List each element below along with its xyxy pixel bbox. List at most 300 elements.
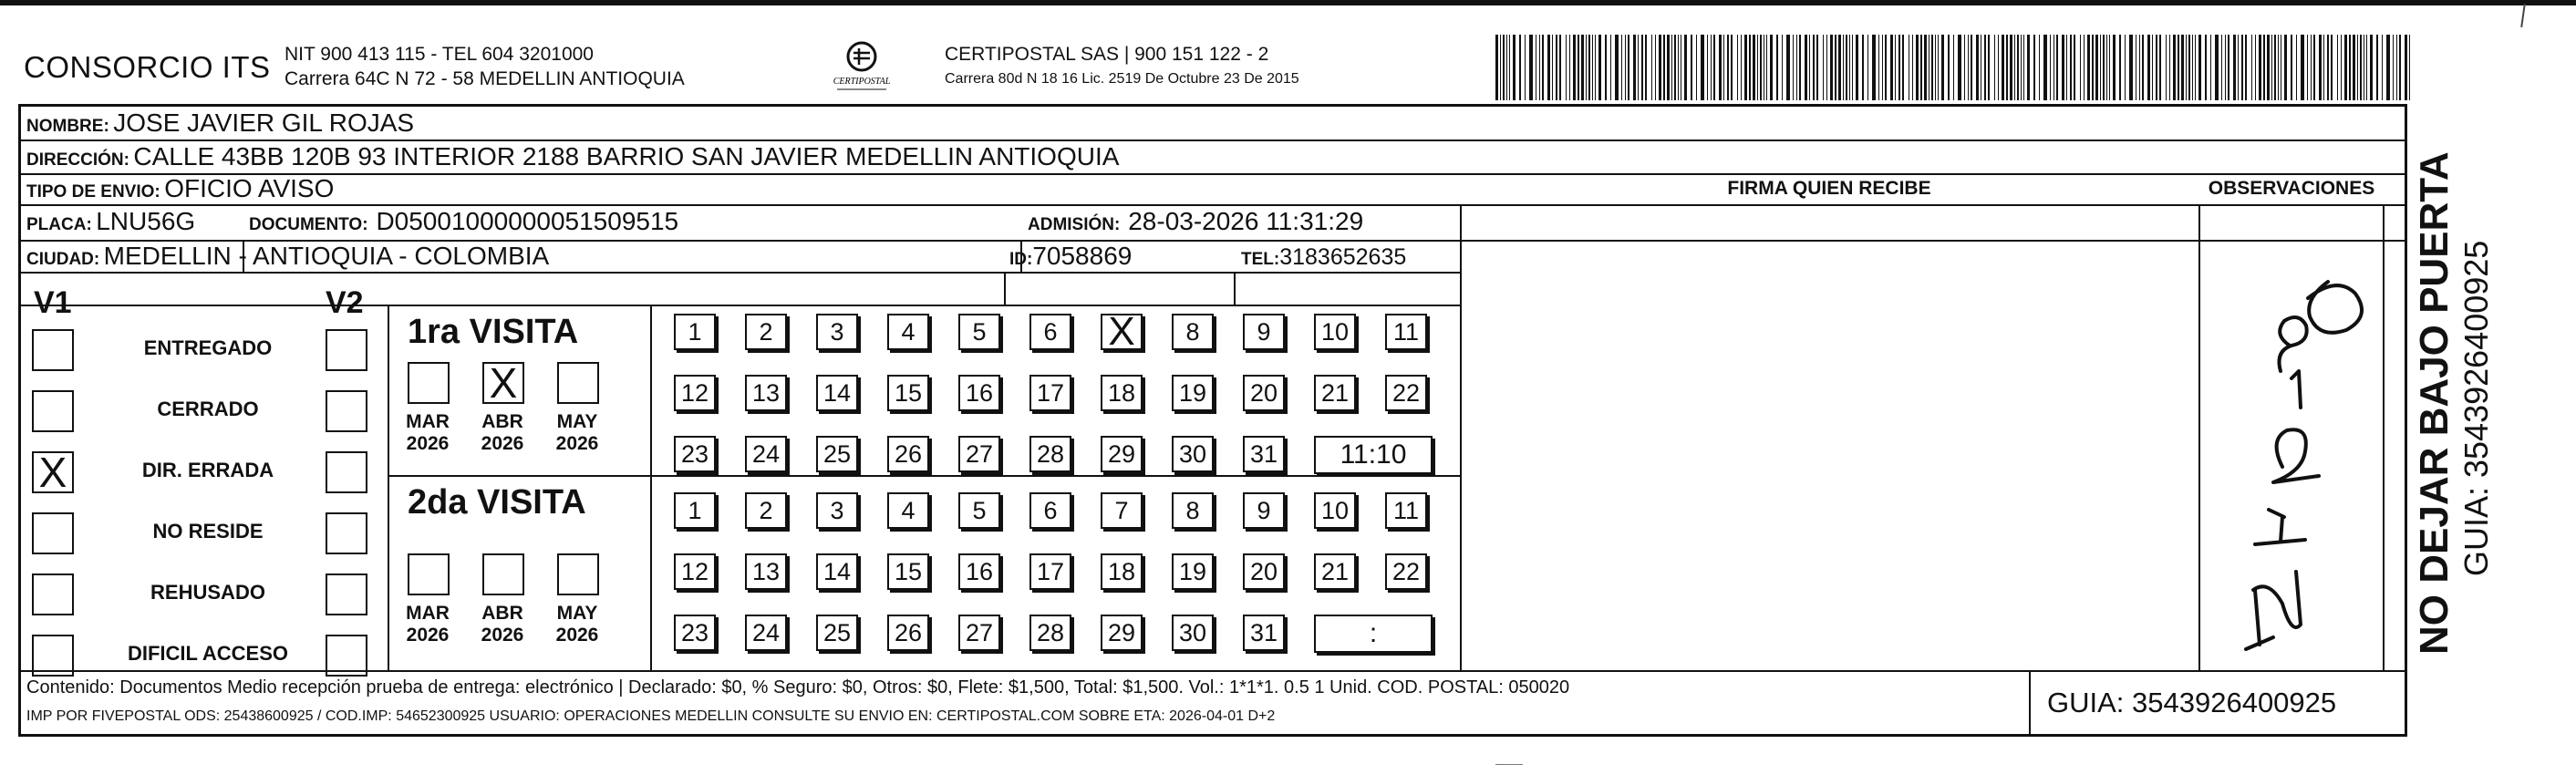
day-box[interactable] xyxy=(745,553,787,590)
month-year: 2026 xyxy=(555,625,599,646)
barcode-bar xyxy=(2103,35,2105,100)
barcode-bar xyxy=(2344,35,2347,100)
barcode-bar xyxy=(1867,35,1868,100)
barcode-bar xyxy=(2386,35,2390,100)
month-label xyxy=(550,411,605,455)
day-box[interactable] xyxy=(1101,436,1143,472)
day-box[interactable] xyxy=(816,314,858,350)
admission-label: ADMISIÓN: xyxy=(1028,215,1121,234)
month-year: 2026 xyxy=(481,625,524,646)
day-box[interactable] xyxy=(1385,375,1427,411)
barcode-bar xyxy=(2296,35,2297,100)
barcode-bar xyxy=(2178,35,2179,100)
barcode-bar xyxy=(1678,35,1679,100)
day-box[interactable] xyxy=(816,615,858,651)
barcode-bar xyxy=(1924,35,1927,100)
month-name: MAR xyxy=(406,603,450,624)
barcode-bar xyxy=(1503,35,1505,100)
barcode-bar xyxy=(2014,35,2015,100)
day-box[interactable] xyxy=(745,314,787,350)
barcode-bar xyxy=(1633,35,1636,100)
barcode-bar xyxy=(2245,35,2247,100)
barcode-bar xyxy=(2382,35,2383,100)
day-box[interactable] xyxy=(1243,615,1285,651)
barcode-bar xyxy=(1707,35,1708,100)
day-number: 20 xyxy=(1249,378,1278,407)
barcode-bar xyxy=(2119,35,2121,100)
check-mark-icon: X xyxy=(1108,309,1135,354)
day-box[interactable] xyxy=(1314,492,1356,529)
plate-label: PLACA: xyxy=(26,215,92,234)
barcode-bar xyxy=(2169,35,2170,100)
day-number: 21 xyxy=(1320,557,1350,585)
day-box[interactable] xyxy=(1314,553,1356,590)
col-divider xyxy=(2198,204,2200,670)
day-number: 17 xyxy=(1036,378,1065,407)
v2-checkbox[interactable] xyxy=(326,451,367,493)
day-number: 3 xyxy=(830,496,844,524)
day-box[interactable] xyxy=(1029,436,1071,472)
day-number: 2 xyxy=(759,317,773,346)
day-number: 3 xyxy=(830,317,844,346)
day-box[interactable] xyxy=(1314,375,1356,411)
day-number: 15 xyxy=(894,557,923,585)
row-divider xyxy=(21,173,2405,175)
barcode-bar xyxy=(2188,35,2190,100)
v1-header: V1 xyxy=(34,285,72,320)
barcode-bar xyxy=(1581,35,1584,100)
barcode-bar xyxy=(1625,35,1626,100)
day-number: 22 xyxy=(1391,378,1421,407)
v2-checkbox[interactable] xyxy=(326,574,367,615)
day-box[interactable] xyxy=(1029,553,1071,590)
barcode-bar xyxy=(1941,35,1944,100)
barcode-bar xyxy=(1830,35,1833,100)
barcode-bar xyxy=(2360,35,2362,100)
day-box[interactable] xyxy=(745,492,787,529)
city-field xyxy=(26,242,549,271)
barcode-bar xyxy=(2192,35,2193,100)
day-box[interactable] xyxy=(958,375,1000,411)
barcode-bar xyxy=(1852,35,1853,100)
month-label xyxy=(400,411,455,455)
barcode-bar xyxy=(2181,35,2184,100)
day-number: 28 xyxy=(1036,618,1065,646)
logo-text: CERTIPOSTAL xyxy=(833,77,891,87)
barcode-bar xyxy=(2043,35,2047,100)
barcode-bar xyxy=(2195,35,2196,100)
day-box[interactable] xyxy=(1243,375,1285,411)
tel-label: TEL: xyxy=(1241,250,1280,269)
day-number: 28 xyxy=(1036,439,1065,468)
month-checkbox[interactable] xyxy=(408,362,450,404)
barcode-bar xyxy=(1935,35,1936,100)
day-number: 11 xyxy=(1392,317,1420,346)
barcode-bar xyxy=(1539,35,1540,100)
check-mark-icon: X xyxy=(38,449,67,496)
barcode-bar xyxy=(1976,35,1979,100)
day-number: 13 xyxy=(751,557,781,585)
barcode-bar xyxy=(1838,35,1841,100)
barcode-bar xyxy=(2010,35,2012,100)
tel-field xyxy=(1241,244,1406,271)
barcode-bar xyxy=(1862,35,1864,100)
barcode-bar xyxy=(2080,35,2081,100)
barcode-bar xyxy=(2147,35,2150,100)
barcode-bar xyxy=(1696,35,1697,100)
barcode-bar xyxy=(1799,35,1801,100)
barcode-bar xyxy=(1823,35,1824,100)
v2-checkbox[interactable] xyxy=(326,390,367,432)
visit-time[interactable]: 11:10 xyxy=(1314,436,1433,474)
barcode-bar xyxy=(2323,35,2324,100)
day-number: 25 xyxy=(822,618,852,646)
month-name: MAY xyxy=(556,411,598,432)
day-box[interactable] xyxy=(1172,492,1214,529)
day-number: 27 xyxy=(965,439,994,468)
day-box[interactable] xyxy=(1029,375,1071,411)
col-divider xyxy=(388,305,389,670)
v1-checkbox[interactable] xyxy=(32,512,74,554)
barcode-bar xyxy=(2241,35,2243,100)
barcode-bar xyxy=(2327,35,2329,100)
day-box[interactable] xyxy=(674,553,716,590)
margin-mark xyxy=(2520,4,2526,27)
month-year: 2026 xyxy=(481,433,524,454)
certipostal-logo xyxy=(821,36,903,100)
scan-mark xyxy=(1495,764,1523,765)
day-box[interactable] xyxy=(674,492,716,529)
day-box[interactable] xyxy=(1243,492,1285,529)
month-year: 2026 xyxy=(406,625,450,646)
barcode-bar xyxy=(1786,35,1790,100)
day-number: 26 xyxy=(894,439,923,468)
day-box[interactable] xyxy=(1243,436,1285,472)
month-name: MAR xyxy=(406,411,450,432)
barcode-bar xyxy=(1506,35,1507,100)
day-box[interactable] xyxy=(958,436,1000,472)
day-number: 7 xyxy=(1114,496,1129,524)
city-value: MEDELLIN - ANTIOQUIA - COLOMBIA xyxy=(103,242,550,270)
day-box[interactable] xyxy=(1029,314,1071,350)
col-divider xyxy=(1004,272,1006,305)
top-border xyxy=(0,0,2576,5)
barcode-bar xyxy=(2039,35,2040,100)
barcode-bar xyxy=(1931,35,1933,100)
day-number: 17 xyxy=(1036,557,1065,585)
city-label: CIUDAD: xyxy=(26,250,100,269)
barcode-bar xyxy=(1882,35,1883,100)
day-box[interactable] xyxy=(816,553,858,590)
barcode-bar xyxy=(2198,35,2201,100)
barcode-bar xyxy=(1529,35,1533,100)
month-checkbox[interactable] xyxy=(408,553,450,595)
day-box[interactable] xyxy=(1101,492,1143,529)
barcode-bar xyxy=(1964,35,1965,100)
barcode-bar xyxy=(2021,35,2022,100)
day-box[interactable] xyxy=(1029,492,1071,529)
barcode-bar xyxy=(1737,35,1738,100)
day-box[interactable] xyxy=(1172,615,1214,651)
barcode-bar xyxy=(1674,35,1676,100)
barcode-bar xyxy=(2271,35,2272,100)
day-number: 4 xyxy=(901,317,916,346)
day-box[interactable] xyxy=(1101,375,1143,411)
barcode-bar xyxy=(1566,35,1567,100)
day-box[interactable] xyxy=(887,375,929,411)
day-box[interactable] xyxy=(674,314,716,350)
barcode-bar xyxy=(2267,35,2270,100)
day-box[interactable] xyxy=(816,492,858,529)
shipping-type-row xyxy=(26,174,334,203)
barcode-bar xyxy=(2027,35,2030,100)
side-guia: GUIA: 3543926400925 xyxy=(2457,240,2495,576)
v1-checkbox[interactable] xyxy=(32,635,74,677)
barcode-bar xyxy=(1878,35,1879,100)
day-box[interactable] xyxy=(745,375,787,411)
barcode-bar xyxy=(2159,35,2161,100)
barcode-bar xyxy=(1605,35,1607,100)
barcode-bar xyxy=(2349,35,2351,100)
barcode-bar xyxy=(2074,35,2075,100)
barcode-bar xyxy=(1826,35,1827,100)
barcode-bar xyxy=(2092,35,2094,100)
day-number: 5 xyxy=(972,496,987,524)
month-checkbox[interactable] xyxy=(557,362,599,404)
barcode-bar xyxy=(1816,35,1818,100)
month-label xyxy=(550,603,605,646)
day-box[interactable] xyxy=(816,436,858,472)
guia-number: GUIA: 3543926400925 xyxy=(2047,687,2337,718)
v1-checkbox[interactable] xyxy=(32,329,74,371)
v1-checkbox[interactable] xyxy=(32,574,74,615)
col-divider xyxy=(1460,204,1462,670)
day-box[interactable] xyxy=(1243,314,1285,350)
carrier-info xyxy=(945,42,1299,91)
day-box[interactable] xyxy=(674,436,716,472)
barcode-bar xyxy=(1760,35,1762,100)
day-box[interactable] xyxy=(674,615,716,651)
name-label: NOMBRE: xyxy=(26,117,109,136)
day-number: 12 xyxy=(680,557,709,585)
barcode-bar xyxy=(2259,35,2261,100)
day-box[interactable] xyxy=(887,492,929,529)
day-box[interactable] xyxy=(1172,436,1214,472)
day-number: 13 xyxy=(751,378,781,407)
day-box[interactable] xyxy=(674,375,716,411)
day-box[interactable] xyxy=(1172,375,1214,411)
barcode-bar xyxy=(2238,35,2239,100)
barcode-bar xyxy=(1890,35,1893,100)
day-box[interactable] xyxy=(1314,314,1356,350)
document-label: DOCUMENTO: xyxy=(249,215,368,234)
shipping-label-frame xyxy=(18,104,2407,737)
barcode-bar xyxy=(2409,35,2410,100)
barcode-bar xyxy=(2186,35,2187,100)
day-box[interactable] xyxy=(745,436,787,472)
barcode-bar xyxy=(1782,35,1783,100)
barcode-bar xyxy=(1796,35,1797,100)
day-box[interactable] xyxy=(887,553,929,590)
barcode-bar xyxy=(1731,35,1733,100)
day-number: 8 xyxy=(1185,496,1200,524)
day-box[interactable] xyxy=(958,553,1000,590)
barcode-bar xyxy=(2251,35,2252,100)
month-name: ABR xyxy=(481,411,523,432)
barcode-bar xyxy=(1885,35,1887,100)
v1-checkbox[interactable] xyxy=(32,449,74,496)
id-value: 7058869 xyxy=(1032,242,1133,270)
admission-value: 28-03-2026 11:31:29 xyxy=(1128,207,1364,235)
day-number: 18 xyxy=(1107,378,1136,407)
barcode-bar xyxy=(2313,35,2315,100)
imp-line: IMP POR FIVEPOSTAL ODS: 25438600925 / COD.IMP: 54652300925 USUARIO: OPERACIONES MEDELLIN CONSULTE SU ENVIO EN: CERTIPOSTAL.COM SOBRE ETA: 2026-04-01 D+2 xyxy=(26,708,1276,724)
barcode-bar xyxy=(1711,35,1712,100)
barcode-bar xyxy=(1659,35,1661,100)
barcode-bar xyxy=(1595,35,1596,100)
barcode-bar xyxy=(1641,35,1643,100)
barcode-bar xyxy=(1998,35,1999,100)
barcode-bar xyxy=(1542,35,1544,100)
barcode-bar xyxy=(2255,35,2256,100)
row-divider xyxy=(21,272,1460,274)
carrier-address: Carrera 80d N 18 16 Lic. 2519 De Octubre 23 De 2015 xyxy=(945,71,1299,87)
barcode-bar xyxy=(2056,35,2058,100)
day-box[interactable] xyxy=(1172,553,1214,590)
barcode-bar xyxy=(2210,35,2211,100)
day-box[interactable] xyxy=(745,615,787,651)
day-box[interactable] xyxy=(887,436,929,472)
day-box[interactable] xyxy=(1385,314,1427,350)
barcode-bar xyxy=(1509,35,1510,100)
barcode-bar xyxy=(2307,35,2308,100)
v2-header: V2 xyxy=(326,285,364,320)
barcode-bar xyxy=(1586,35,1587,100)
barcode-bar xyxy=(1741,35,1742,100)
barcode-bar xyxy=(2023,35,2024,100)
day-number: 11 xyxy=(1392,496,1420,524)
barcode-bar xyxy=(2405,35,2407,100)
day-box[interactable] xyxy=(1243,553,1285,590)
shipping-type-label: TIPO DE ENVIO: xyxy=(26,182,160,202)
row-divider xyxy=(21,305,1460,306)
status-label: NO RESIDE xyxy=(152,520,264,542)
barcode-bar xyxy=(1895,35,1896,100)
recipient-name: JOSE JAVIER GIL ROJAS xyxy=(113,108,415,137)
observations-header: OBSERVACIONES xyxy=(2208,178,2375,199)
barcode-bar xyxy=(2173,35,2176,100)
v2-checkbox[interactable] xyxy=(326,635,367,677)
carrier-name: CERTIPOSTAL SAS | 900 151 122 - 2 xyxy=(945,44,1269,65)
barcode-bar xyxy=(2125,35,2126,100)
day-number: 6 xyxy=(1043,317,1058,346)
id-label: ID: xyxy=(1009,250,1033,269)
barcode-bar xyxy=(2050,35,2051,100)
visit-time[interactable]: : xyxy=(1314,615,1433,653)
barcode-bar xyxy=(2166,35,2167,100)
day-box[interactable] xyxy=(1172,314,1214,350)
day-number: 21 xyxy=(1320,378,1350,407)
barcode-bar xyxy=(2233,35,2236,100)
barcode-bar xyxy=(1920,35,1922,100)
day-box[interactable] xyxy=(1101,309,1143,354)
barcode-bar xyxy=(2225,35,2226,100)
content-description: Contenido: Documentos Medio recepción prueba de entrega: electrónico | Declarado: $0, % Seguro: $0, Otros: $0, Flete: $1,500, Total: $1,500. Vol.: 1*1*1. 0.5 1 Unid. COD. POSTAL: 050020 xyxy=(26,677,1570,698)
barcode-bar xyxy=(1953,35,1954,100)
day-number: 22 xyxy=(1391,557,1421,585)
barcode-bar xyxy=(1988,35,1990,100)
day-box[interactable] xyxy=(958,492,1000,529)
barcode-bar xyxy=(2066,35,2067,100)
day-box[interactable] xyxy=(1385,553,1427,590)
barcode-bar xyxy=(2084,35,2085,100)
barcode-bar xyxy=(1569,35,1570,100)
day-box[interactable] xyxy=(816,375,858,411)
day-number: 29 xyxy=(1107,439,1136,468)
day-box[interactable] xyxy=(958,615,1000,651)
day-box[interactable] xyxy=(958,314,1000,350)
day-box[interactable] xyxy=(887,314,929,350)
barcode-bar xyxy=(2062,35,2064,100)
barcode-bar xyxy=(2139,35,2140,100)
barcode-bar xyxy=(1846,35,1847,100)
v2-checkbox[interactable] xyxy=(326,329,367,371)
barcode-bar xyxy=(2353,35,2355,100)
month-label xyxy=(475,411,530,455)
v2-checkbox[interactable] xyxy=(326,512,367,554)
day-number: 1 xyxy=(688,317,702,346)
barcode-bar xyxy=(1598,35,1601,100)
day-box[interactable] xyxy=(1101,615,1143,651)
barcode-bar xyxy=(2087,35,2090,100)
month-checkbox[interactable] xyxy=(482,553,524,595)
row-divider xyxy=(21,670,2405,672)
day-number: 30 xyxy=(1178,618,1207,646)
barcode-bar xyxy=(1856,35,1858,100)
v1-checkbox[interactable] xyxy=(32,390,74,432)
company-address: Carrera 64C N 72 - 58 MEDELLIN ANTIOQUIA xyxy=(284,68,685,89)
day-number: 23 xyxy=(680,618,709,646)
day-number: 19 xyxy=(1178,557,1207,585)
barcode-bar xyxy=(1749,35,1751,100)
day-number: 16 xyxy=(965,378,994,407)
barcode-bar xyxy=(1813,35,1815,100)
barcode-bar xyxy=(2100,35,2101,100)
status-label: CERRADO xyxy=(157,398,259,420)
day-box[interactable] xyxy=(1385,492,1427,529)
barcode-bar xyxy=(1968,35,1969,100)
day-number: 12 xyxy=(680,378,709,407)
month-checkbox[interactable] xyxy=(482,359,524,407)
barcode-bar xyxy=(1805,35,1807,100)
day-box[interactable] xyxy=(887,615,929,651)
barcode-bar xyxy=(1592,35,1593,100)
day-box[interactable] xyxy=(1029,615,1071,651)
handwritten-observation xyxy=(2219,243,2374,663)
day-number: 14 xyxy=(822,378,852,407)
plate-field xyxy=(26,207,195,236)
barcode-bar xyxy=(1872,35,1876,100)
barcode-bar xyxy=(1578,35,1579,100)
month-checkbox[interactable] xyxy=(557,553,599,595)
day-box[interactable] xyxy=(1101,553,1143,590)
barcode-bar xyxy=(1713,35,1715,100)
barcode-bar xyxy=(1588,35,1590,100)
barcode-bar xyxy=(1984,35,1986,100)
barcode-bar xyxy=(1547,35,1550,100)
row-divider xyxy=(21,140,2405,141)
status-label: DIR. ERRADA xyxy=(141,459,274,481)
